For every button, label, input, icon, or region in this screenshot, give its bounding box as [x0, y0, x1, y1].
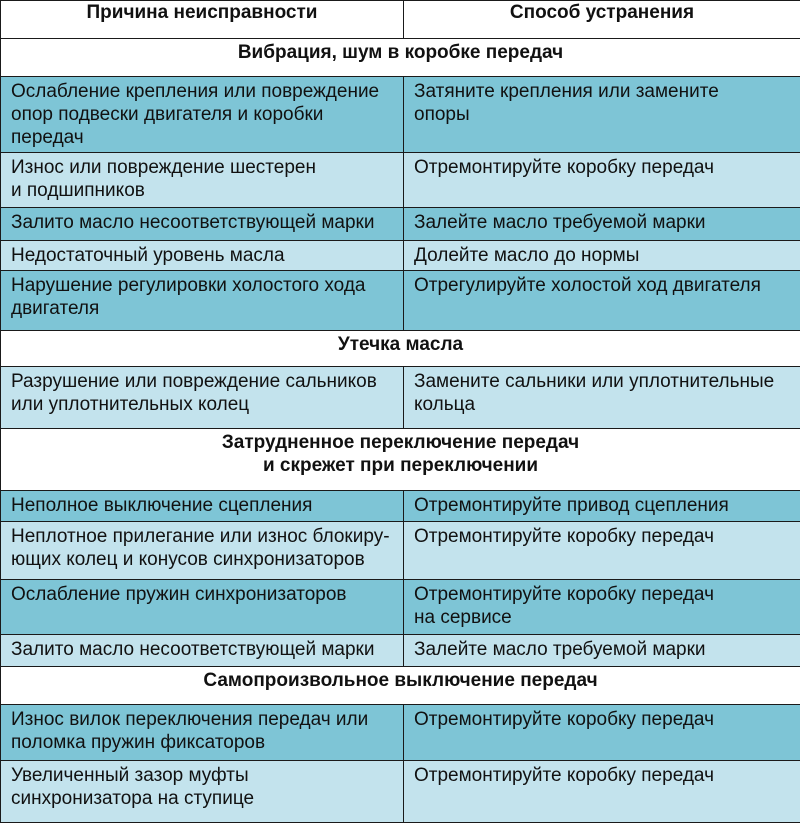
table-row [1, 208, 800, 241]
remedy-cell [404, 580, 800, 635]
text-line: Залейте масло требуемой марки [414, 212, 706, 233]
section-row [1, 667, 800, 705]
remedy-cell [404, 761, 800, 823]
text-line: Разрушение или повреждение сальников [11, 371, 377, 392]
cause-cell [1, 367, 404, 429]
text-line: Отрегулируйте холостой ход двигателя [414, 275, 761, 296]
cause-cell [1, 705, 404, 761]
table-row [1, 271, 800, 331]
table-row [1, 580, 800, 635]
text-line: Отремонтируйте коробку передач [414, 157, 714, 178]
text-line: Ослабление пружин синхронизаторов [11, 584, 347, 605]
table-row [1, 522, 800, 580]
table-row [1, 491, 800, 522]
text-line: на сервисе [414, 607, 512, 628]
text-line: Ослабление крепления или повреждение [11, 81, 380, 102]
cause-cell [1, 761, 404, 823]
text-line: Залито масло несоответствующей марки [11, 639, 375, 660]
section-row [1, 429, 800, 491]
text-line: Недостаточный уровень масла [11, 245, 285, 266]
text-line: Долейте масло до нормы [414, 245, 640, 266]
remedy-cell [404, 241, 800, 271]
remedy-cell [404, 77, 800, 153]
text-line: Нарушение регулировки холостого хода [11, 275, 366, 296]
column-header-cause: Причина неисправности [1, 1, 404, 39]
text-line: или уплотнительных колец [11, 394, 250, 415]
section-row [1, 39, 800, 77]
table-body [1, 39, 800, 823]
text-line: Затяните крепления или замените [414, 81, 719, 102]
column-header-remedy: Способ устранения [404, 1, 800, 39]
text-line: Вибрация, шум в коробке передач [237, 42, 564, 63]
text-line: Неполное выключение сцепления [11, 495, 313, 516]
remedy-cell [404, 367, 800, 429]
text-line: Самопроизвольное выключение передач [203, 670, 598, 691]
text-line: Утечка масла [337, 334, 464, 355]
text-line: кольца [414, 394, 476, 415]
text-line: двигателя [11, 298, 100, 319]
text-line: поломка пружин фиксаторов [11, 732, 266, 753]
text-line: передач [11, 127, 84, 148]
text-line: синхронизатора на ступице [11, 788, 255, 809]
text-line: опор подвески двигателя и коробки [11, 104, 324, 125]
text-line: Отремонтируйте коробку передач [414, 709, 714, 730]
text-line: и подшипников [11, 180, 145, 201]
text-line: ющих колец и конусов синхронизаторов [11, 549, 365, 570]
text-line: Увеличенный зазор муфты [11, 765, 249, 786]
table-row [1, 241, 800, 271]
text-line: Износ вилок переключения передач или [11, 709, 369, 730]
text-line: Износ или повреждение шестерен [11, 157, 316, 178]
table-row [1, 705, 800, 761]
text-line: Отремонтируйте коробку передач [414, 584, 714, 605]
section-title [1, 667, 800, 705]
section-row [1, 331, 800, 367]
remedy-cell [404, 208, 800, 241]
header-row [1, 1, 800, 39]
text-line: Отремонтируйте коробку передач [414, 765, 714, 786]
table-row [1, 367, 800, 429]
text-line: Неплотное прилегание или износ блокиру- [11, 526, 390, 547]
section-title [1, 39, 800, 77]
cause-cell [1, 153, 404, 208]
section-title [1, 331, 800, 367]
text-line: опоры [414, 104, 470, 125]
text-line: Отремонтируйте коробку передач [414, 526, 714, 547]
cause-cell [1, 522, 404, 580]
section-title [1, 429, 800, 491]
cause-cell [1, 208, 404, 241]
remedy-cell [404, 522, 800, 580]
cause-cell [1, 241, 404, 271]
table-row [1, 761, 800, 823]
text-line: Отремонтируйте привод сцепления [414, 495, 729, 516]
table-row [1, 153, 800, 208]
cause-cell [1, 491, 404, 522]
text-line: Залито масло несоответствующей марки [11, 212, 375, 233]
cause-cell [1, 77, 404, 153]
text-line: Залейте масло требуемой марки [414, 639, 706, 660]
cause-cell [1, 271, 404, 331]
table-row [1, 77, 800, 153]
cause-cell [1, 635, 404, 667]
text-line: и скрежет при переключении [262, 455, 539, 476]
cause-cell [1, 580, 404, 635]
table-row [1, 635, 800, 667]
text-line: Замените сальники или уплотнительные [414, 371, 775, 392]
remedy-cell [404, 635, 800, 667]
remedy-cell [404, 491, 800, 522]
text-line: Затрудненное переключение передач [221, 432, 580, 453]
remedy-cell [404, 153, 800, 208]
remedy-cell [404, 705, 800, 761]
remedy-cell [404, 271, 800, 331]
